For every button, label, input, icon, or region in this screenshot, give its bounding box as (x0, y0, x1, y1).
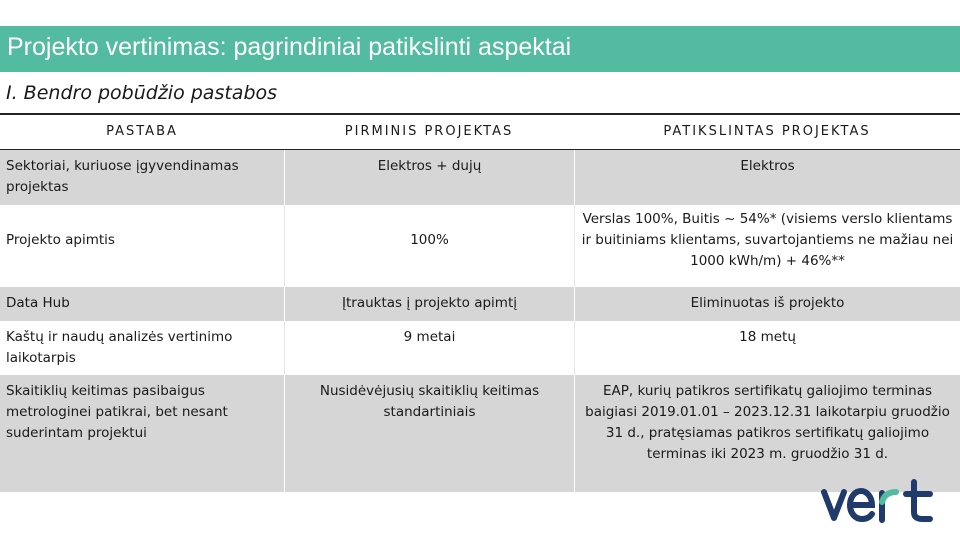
row-initial: 100% (284, 205, 574, 287)
table-row (0, 375, 960, 492)
row-revised: Elektros (574, 150, 960, 205)
table-row (0, 205, 960, 287)
row-initial: Įtrauktas į projekto apimtį (284, 287, 574, 321)
title-bar (0, 26, 960, 72)
section-heading: I. Bendro pobūdžio pastabos (6, 82, 278, 104)
slide-title: Projekto vertinimas: pagrindiniai patikslinti aspektai (7, 33, 572, 61)
row-revised: Verslas 100%, Buitis ~ 54%* (visiems verslo klientams ir buitiniams klientams, suvartojantiems ne mažiau nei 1000 kWh/m) + 46%** (574, 205, 960, 287)
header-pirminis: PIRMINIS PROJEKTAS (344, 124, 514, 139)
row-revised: 18 metų (574, 321, 960, 375)
comparison-table (0, 113, 960, 492)
row-revised: Eliminuotas iš projekto (574, 287, 960, 321)
row-initial: Nusidėvėjusių skaitiklių keitimas standartiniais (284, 375, 574, 492)
table-row (0, 287, 960, 321)
vert-logo (820, 478, 942, 526)
row-revised: EAP, kurių patikros sertifikatų galiojimo terminas baigiasi 2019.01.01 – 2023.12.31 laikotarpiu gruodžio 31 d., pratęsiamas patikros sertifikatų galiojimo terminas iki 2023 m. gruodžio 31 d. (574, 375, 960, 492)
table-header (0, 115, 960, 150)
header-pastaba: PASTABA (106, 124, 178, 139)
row-label: Projekto apimtis (6, 232, 115, 248)
row-initial: Elektros + dujų (284, 150, 574, 205)
row-initial: 9 metai (284, 321, 574, 375)
row-label: Kaštų ir naudų analizės vertinimo laikotarpis (6, 329, 233, 366)
row-label: Sektoriai, kuriuose įgyvendinamas projektas (6, 158, 239, 195)
row-label: Data Hub (6, 295, 70, 311)
table-row (0, 321, 960, 375)
table-row (0, 150, 960, 205)
row-label: Skaitiklių keitimas pasibaigus metrologinei patikrai, bet nesant suderintam projektui (6, 383, 228, 441)
header-patikslintas: PATIKSLINTAS PROJEKTAS (663, 124, 871, 139)
